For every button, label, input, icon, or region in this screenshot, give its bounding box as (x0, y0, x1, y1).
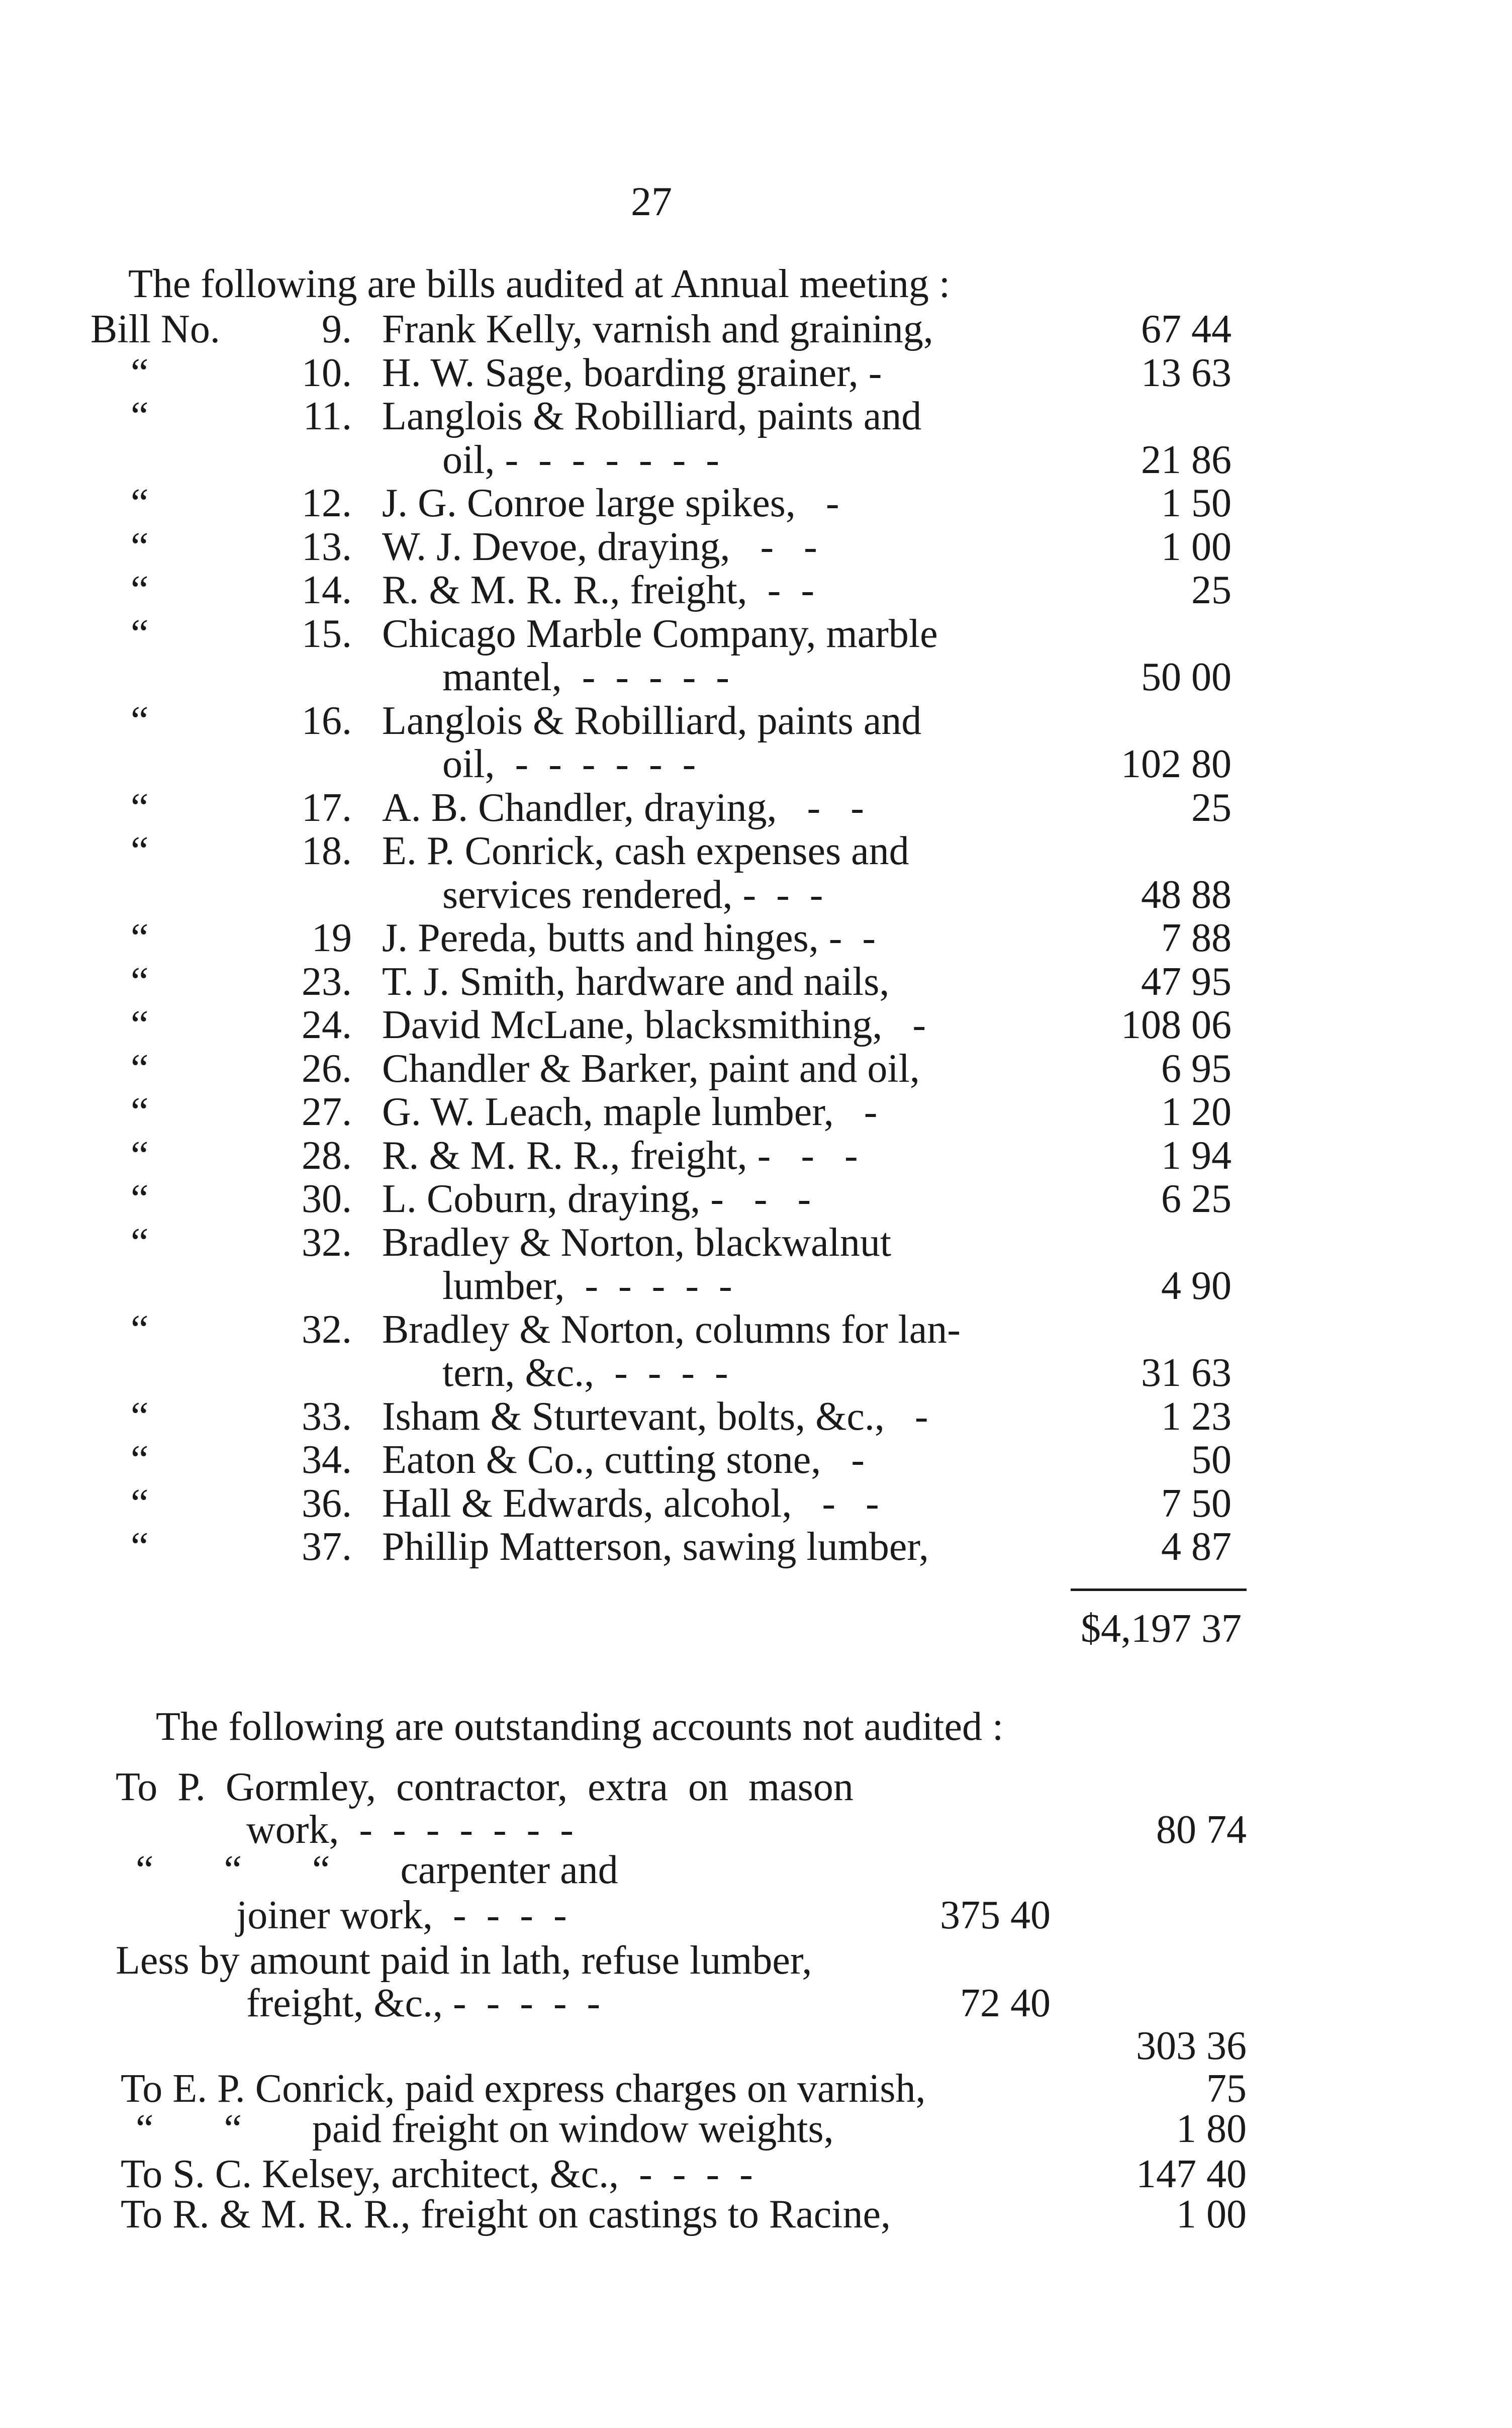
bill-number: 34. (302, 1438, 352, 1482)
bill-description-line: E. P. Conrick, cash expenses and (382, 829, 909, 873)
outstanding-line: To E. P. Conrick, paid express charges on varnish, (121, 2067, 926, 2111)
bill-description-line: J. G. Conroe large spikes, - (382, 481, 839, 525)
bill-description-line: oil, - - - - - - - (442, 437, 719, 482)
bill-number: 9. (322, 307, 352, 351)
bill-amount: 1 00 (1161, 524, 1232, 569)
bill-description-line: lumber, - - - - - (442, 1264, 732, 1308)
bill-amount: 48 88 (1141, 872, 1232, 917)
bill-description-line: H. W. Sage, boarding grainer, - (382, 350, 882, 395)
page-number: 27 (631, 178, 672, 224)
bill-description-line: David McLane, blacksmithing, - (382, 1003, 926, 1047)
outstanding-line: work, - - - - - - - (246, 1808, 574, 1852)
bill-description-line: J. Pereda, butts and hinges, - - (382, 916, 876, 960)
bill-amount: 67 44 (1141, 307, 1232, 351)
bill-prefix: “ (131, 1133, 149, 1178)
bill-number: 32. (302, 1220, 352, 1265)
bill-description-line: Phillip Matterson, sawing lumber, (382, 1525, 929, 1569)
outstanding-subamount: 72 40 (960, 1981, 1051, 2025)
bill-amount: 50 00 (1141, 655, 1232, 699)
bill-description-line: W. J. Devoe, draying, - - (382, 524, 817, 569)
bill-amount: 31 63 (1141, 1351, 1232, 1395)
bill-prefix: Bill No. (90, 307, 220, 351)
bill-amount: 108 06 (1121, 1003, 1232, 1047)
bill-prefix: “ (131, 568, 149, 612)
bill-prefix: “ (131, 1525, 149, 1569)
bill-number: 33. (302, 1394, 352, 1439)
outstanding-intro: The following are outstanding accounts not audited : (156, 1705, 1004, 1749)
bill-description-line: Eaton & Co., cutting stone, - (382, 1438, 865, 1482)
outstanding-line: To S. C. Kelsey, architect, &c., - - - - (121, 2152, 753, 2196)
bill-amount: 25 (1191, 568, 1232, 612)
bill-amount: 1 50 (1161, 481, 1232, 525)
bill-description-line: oil, - - - - - - (442, 742, 696, 786)
bill-prefix: “ (131, 1481, 149, 1526)
outstanding-amount: 147 40 (1136, 2152, 1247, 2196)
bill-description-line: Bradley & Norton, blackwalnut (382, 1220, 892, 1265)
outstanding-amount: 75 (1206, 2067, 1247, 2111)
bill-description-line: Frank Kelly, varnish and graining, (382, 307, 933, 351)
bill-amount: 21 86 (1141, 437, 1232, 482)
outstanding-line: Less by amount paid in lath, refuse lumber, (116, 1938, 812, 1983)
bill-description-line: G. W. Leach, maple lumber, - (382, 1090, 878, 1134)
total-rule (1071, 1589, 1247, 1591)
outstanding-amount: 80 74 (1156, 1808, 1247, 1852)
bill-prefix: “ (131, 481, 149, 525)
bill-amount: 4 90 (1161, 1264, 1232, 1308)
bill-prefix: “ (131, 350, 149, 395)
bill-description-line: Hall & Edwards, alcohol, - - (382, 1481, 879, 1526)
bill-number: 23. (302, 959, 352, 1004)
bill-description-line: Langlois & Robilliard, paints and (382, 698, 922, 743)
bill-number: 14. (302, 568, 352, 612)
bill-amount: 7 50 (1161, 1481, 1232, 1526)
bill-number: 16. (302, 698, 352, 743)
bill-prefix: “ (131, 611, 149, 656)
total-amount: $4,197 37 (1081, 1607, 1242, 1651)
bill-amount: 50 (1191, 1438, 1232, 1482)
bill-number: 18. (302, 829, 352, 873)
outstanding-line: joiner work, - - - - (236, 1893, 567, 1937)
bill-description-line: Isham & Sturtevant, bolts, &c., - (382, 1394, 928, 1439)
bill-number: 28. (302, 1133, 352, 1178)
bill-description-line: Chandler & Barker, paint and oil, (382, 1046, 920, 1091)
outstanding-line: “ “ paid freight on window weights, (136, 2107, 834, 2151)
bill-description-line: Chicago Marble Company, marble (382, 611, 938, 656)
bill-number: 24. (302, 1003, 352, 1047)
bill-prefix: “ (131, 1090, 149, 1134)
bill-prefix: “ (131, 1003, 149, 1047)
bill-number: 27. (302, 1090, 352, 1134)
bill-prefix: “ (131, 1394, 149, 1439)
bill-amount: 102 80 (1121, 742, 1232, 786)
outstanding-line: “ “ “ carpenter and (136, 1848, 618, 1892)
bill-number: 17. (302, 785, 352, 830)
bill-number: 12. (302, 481, 352, 525)
bill-prefix: “ (131, 524, 149, 569)
bill-number: 13. (302, 524, 352, 569)
bill-description-line: tern, &c., - - - - (442, 1351, 728, 1395)
bill-number: 32. (302, 1307, 352, 1352)
bill-amount: 1 23 (1161, 1394, 1232, 1439)
bill-number: 10. (302, 350, 352, 395)
bill-prefix: “ (131, 698, 149, 743)
bill-number: 37. (302, 1525, 352, 1569)
bill-number: 30. (302, 1177, 352, 1221)
bill-amount: 7 88 (1161, 916, 1232, 960)
bill-prefix: “ (131, 394, 149, 438)
audited-intro: The following are bills audited at Annual meeting : (128, 262, 951, 306)
outstanding-amount: 1 80 (1176, 2107, 1247, 2151)
outstanding-line: freight, &c., - - - - - (246, 1981, 601, 2025)
bill-number: 36. (302, 1481, 352, 1526)
bill-amount: 6 95 (1161, 1046, 1232, 1091)
outstanding-amount: 303 36 (1136, 2024, 1247, 2068)
bill-description-line: mantel, - - - - - (442, 655, 729, 699)
bill-number: 11. (303, 394, 352, 438)
bill-prefix: “ (131, 785, 149, 830)
outstanding-subamount: 375 40 (940, 1893, 1051, 1937)
bill-description-line: Langlois & Robilliard, paints and (382, 394, 922, 438)
bill-prefix: “ (131, 1307, 149, 1352)
bill-prefix: “ (131, 1220, 149, 1265)
bill-description-line: A. B. Chandler, draying, - - (382, 785, 864, 830)
bill-description-line: services rendered, - - - (442, 872, 823, 917)
outstanding-line: To R. & M. R. R., freight on castings to Racine, (121, 2192, 891, 2236)
bill-amount: 1 94 (1161, 1133, 1232, 1178)
bill-amount: 13 63 (1141, 350, 1232, 395)
bill-number: 26. (302, 1046, 352, 1091)
bill-prefix: “ (131, 916, 149, 960)
bill-description-line: T. J. Smith, hardware and nails, (382, 959, 890, 1004)
bill-amount: 6 25 (1161, 1177, 1232, 1221)
bill-number: 15. (302, 611, 352, 656)
outstanding-line: To P. Gormley, contractor, extra on mason (116, 1765, 854, 1809)
bill-amount: 1 20 (1161, 1090, 1232, 1134)
outstanding-amount: 1 00 (1176, 2192, 1247, 2236)
bill-prefix: “ (131, 1177, 149, 1221)
bill-amount: 25 (1191, 785, 1232, 830)
bill-prefix: “ (131, 1046, 149, 1091)
bill-prefix: “ (131, 1438, 149, 1482)
bill-description-line: R. & M. R. R., freight, - - (382, 568, 814, 612)
bill-description-line: Bradley & Norton, columns for lan- (382, 1307, 961, 1352)
bill-amount: 47 95 (1141, 959, 1232, 1004)
bill-description-line: R. & M. R. R., freight, - - - (382, 1133, 858, 1178)
bill-description-line: L. Coburn, draying, - - - (382, 1177, 811, 1221)
bill-amount: 4 87 (1161, 1525, 1232, 1569)
bill-prefix: “ (131, 829, 149, 873)
bill-number: 19 (312, 916, 352, 960)
bill-prefix: “ (131, 959, 149, 1004)
